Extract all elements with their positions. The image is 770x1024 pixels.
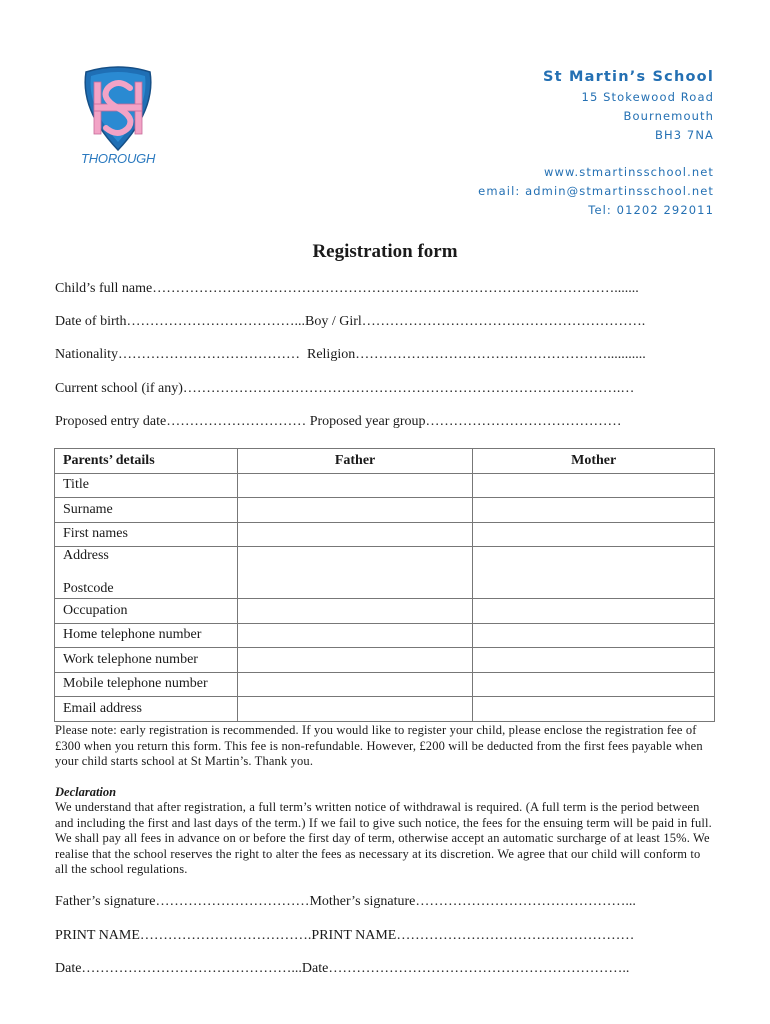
website-link[interactable]: www.stmartinsschool.net	[544, 165, 714, 179]
row-label: Occupation	[55, 599, 238, 624]
dob-gender-field[interactable]: Date of birth………………………………...Boy / Girl…………………………………………………….	[55, 314, 646, 329]
school-motto: THOROUGH	[81, 151, 156, 166]
child-name-field[interactable]: Child’s full name……………………………………………………………………………………….......	[55, 281, 639, 296]
mother-cell[interactable]	[473, 672, 715, 697]
mother-cell[interactable]	[473, 599, 715, 624]
row-label: Work telephone number	[55, 648, 238, 673]
email-link[interactable]: email: admin@stmartinsschool.net	[478, 184, 714, 198]
row-label: First names	[55, 522, 238, 547]
registration-note: Please note: early registration is recommended. If you would like to register your child, please enclose the registration fee of £300 when you return this form. This fee is non-refundable. However, £200 will be deducted from the first fees payable when your child starts school at St Martin’s. Thank you.	[55, 723, 703, 768]
entry-year-field[interactable]: Proposed entry date………………………… Proposed year group……………………………………	[55, 414, 622, 429]
father-cell[interactable]	[237, 697, 473, 722]
mother-cell[interactable]	[473, 473, 715, 498]
table-row	[55, 498, 715, 523]
row-label: Surname	[55, 498, 238, 523]
address-line: Bournemouth	[623, 109, 714, 123]
table-row	[55, 473, 715, 498]
current-school-field[interactable]: Current school (if any)………………………………………………………………………………….…	[55, 381, 635, 396]
father-cell[interactable]	[237, 623, 473, 648]
father-cell[interactable]	[237, 498, 473, 523]
father-cell[interactable]	[237, 648, 473, 673]
column-header: Father	[237, 449, 473, 474]
form-title: Registration form	[312, 241, 458, 262]
row-label: Mobile telephone number	[55, 672, 238, 697]
address-label: Address	[63, 548, 109, 563]
nationality-religion-field[interactable]: Nationality………………………………… Religion………………………………………………...........	[55, 347, 646, 362]
table-row	[55, 697, 715, 722]
column-header: Mother	[473, 449, 715, 474]
row-label: Email address	[55, 697, 238, 722]
table-row	[55, 547, 715, 599]
mother-cell[interactable]	[473, 547, 715, 599]
declaration-heading: Declaration	[55, 785, 117, 799]
school-crest-logo	[78, 66, 158, 152]
address-line: BH3 7NA	[655, 128, 714, 142]
school-contact-block	[478, 66, 714, 220]
address-line: 15 Stokewood Road	[581, 90, 714, 104]
table-header-row	[55, 449, 715, 474]
school-name: St Martin’s School	[542, 69, 714, 85]
row-label: Title	[55, 473, 238, 498]
mother-cell[interactable]	[473, 648, 715, 673]
table-row	[55, 672, 715, 697]
date-field[interactable]: Date………………………………………...Date………………………………………………………..	[55, 961, 630, 976]
column-header: Parents’ details	[55, 449, 238, 474]
signature-field[interactable]: Father’s signature……………………………Mother’s signature………………………………………...	[55, 894, 636, 909]
mother-cell[interactable]	[473, 697, 715, 722]
father-cell[interactable]	[237, 522, 473, 547]
row-label	[55, 547, 238, 599]
table-row	[55, 522, 715, 547]
father-cell[interactable]	[237, 599, 473, 624]
father-cell[interactable]	[237, 547, 473, 599]
row-label: Home telephone number	[55, 623, 238, 648]
mother-cell[interactable]	[473, 522, 715, 547]
declaration-text: We understand that after registration, a full term’s written notice of withdrawal is required. (A full term is the period between and including the first and last days of the term.) If we fail to give such notice, the fees for the ensuing term will be paid in full. We shall pay all fees in advance on or before the first day of term, otherwise accept an automatic surcharge of at least 15%. We realise that the school reserves the right to alter the fees as necessary at its discretion. We agree that our child will conform to all the school regulations.	[55, 800, 712, 876]
mother-cell[interactable]	[473, 623, 715, 648]
father-cell[interactable]	[237, 473, 473, 498]
parents-details-table	[54, 448, 715, 722]
postcode-label: Postcode	[63, 581, 114, 596]
print-name-field[interactable]: PRINT NAME……………………………….PRINT NAME……………………………………………	[55, 928, 635, 943]
table-row	[55, 599, 715, 624]
table-row	[55, 648, 715, 673]
father-cell[interactable]	[237, 672, 473, 697]
telephone: Tel: 01202 292011	[588, 203, 714, 217]
table-row	[55, 623, 715, 648]
mother-cell[interactable]	[473, 498, 715, 523]
